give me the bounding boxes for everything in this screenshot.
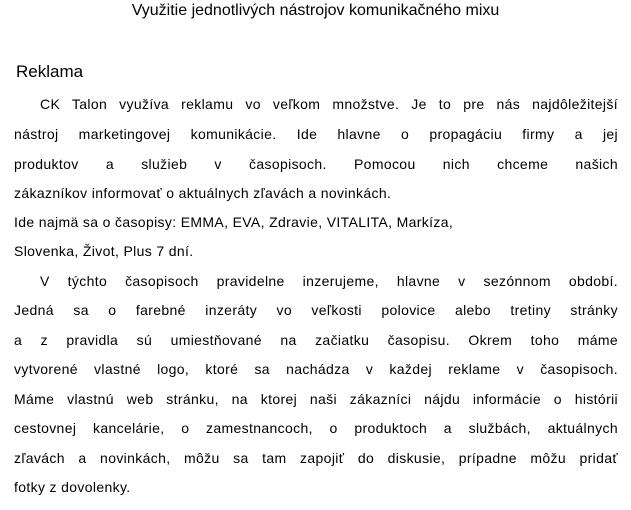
- document-title: Využitie jednotlivých nástrojov komunikačného mixu: [131, 2, 500, 19]
- paragraph-line: Slovenka, Život, Plus 7 dní.: [14, 243, 194, 259]
- section-heading: Reklama: [16, 62, 84, 81]
- paragraph-line: vytvorené vlastné logo, ktoré sa nachádza v každej reklame v časopisoch.: [14, 361, 618, 377]
- paragraph-line: Jedná sa o farebné inzeráty vo veľkosti polovice alebo tretiny stránky: [14, 302, 618, 318]
- paragraph-line: a z pravidla sú umiestňované na začiatku časopisu. Okrem toho máme: [14, 332, 618, 348]
- paragraph-line: Máme vlastnú web stránku, na ktorej naši zákazníci nájdu informácie o histórii: [14, 391, 618, 407]
- paragraph-line: fotky z dovolenky.: [14, 479, 131, 495]
- paragraph-line: zákazníkov informovať o aktuálnych zľavách a novinkách.: [14, 185, 392, 201]
- paragraph-line: zľavách a novinkách, môžu sa tam zapojiť do diskusie, prípadne môžu pridať: [14, 450, 618, 466]
- paragraph-line: Ide najmä sa o časopisy: EMMA, EVA, Zdravie, VITALITA, Markíza,: [14, 214, 454, 230]
- paragraph-line: produktov a služieb v časopisoch. Pomocou nich chceme našich: [14, 156, 618, 172]
- paragraph-line: cestovnej kancelárie, o zamestnancoch, o produktoch a službách, aktuálnych: [14, 420, 618, 436]
- paragraph-line: CK Talon využíva reklamu vo veľkom množstve. Je to pre nás najdôležitejší: [40, 96, 618, 112]
- paragraph-line: nástroj marketingovej komunikácie. Ide hlavne o propagáciu firmy a jej: [14, 126, 618, 142]
- paragraph-line: V týchto časopisoch pravidelne inzerujeme, hlavne v sezónnom období.: [40, 273, 618, 289]
